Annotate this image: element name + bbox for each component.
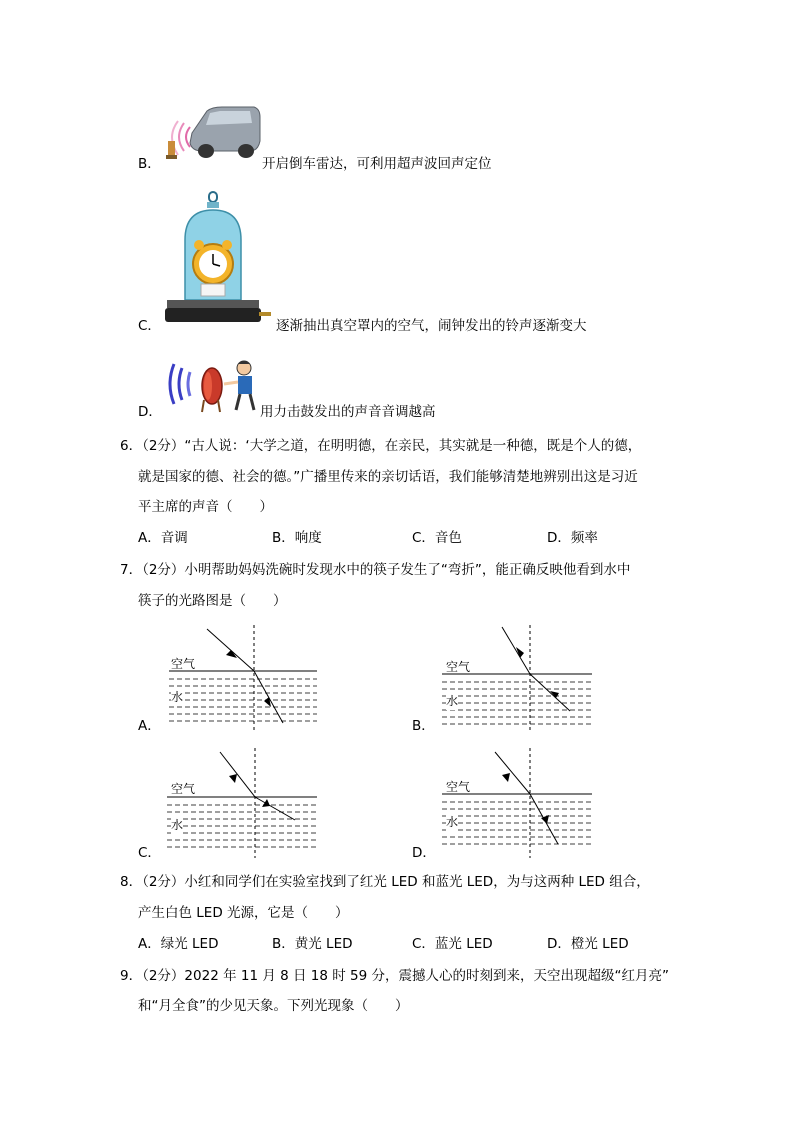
q8-option-d: D．橙光 LED — [547, 936, 629, 952]
q7-stem-line1: 7．（2分）小明帮助妈妈洗碗时发现水中的筷子发生了“弯折”，能正确反映他看到水中 — [120, 562, 631, 578]
q8-option-c: C．蓝光 LED — [412, 936, 493, 952]
option-d-letter: D． — [138, 404, 162, 420]
q6-stem-line1: 6．（2分）“古人说：‘大学之道，在明明德，在亲民，其实就是一种德，既是个人的德， — [120, 438, 642, 454]
option-c-letter: C． — [138, 318, 161, 334]
bell-jar-alarm-clock-image — [165, 190, 275, 330]
diagram-d-water-label: 水 — [446, 815, 459, 829]
diagram-d-letter: D． — [412, 845, 436, 861]
diagram-b-water-label: 水 — [446, 694, 459, 708]
q6-option-c: C．音色 — [412, 530, 462, 546]
refraction-diagram-c — [165, 748, 320, 858]
refraction-diagram-d — [440, 748, 595, 858]
q6-option-b: B．响度 — [272, 530, 322, 546]
q6-stem-line3: 平主席的声音（ ） — [138, 499, 273, 515]
diagram-d-air-label: 空气 — [446, 780, 471, 794]
option-c-text: 逐渐抽出真空罩内的空气，闹钟发出的铃声逐渐变大 — [276, 318, 587, 334]
q9-stem-line1: 9．（2分）2022 年 11 月 8 日 18 时 59 分，震撼人心的时刻到来，天空出现超级“红月亮” — [120, 968, 670, 984]
q8-option-a: A．绿光 LED — [138, 936, 219, 952]
q9-stem-line2: 和“月全食”的少见天象。下列光现象（ ） — [138, 998, 409, 1014]
q8-stem-line2: 产生白色 LED 光源，它是（ ） — [138, 905, 349, 921]
diagram-c-air-label: 空气 — [171, 782, 196, 796]
diagram-c-water-label: 水 — [171, 818, 184, 832]
q8-stem-line1: 8．（2分）小红和同学们在实验室找到了红光 LED 和蓝光 LED，为与这两种 LED 组合， — [120, 874, 650, 890]
option-b-text: 开启倒车雷达，可利用超声波回声定位 — [262, 156, 492, 172]
drum-beating-image — [162, 356, 260, 414]
diagram-c-letter: C． — [138, 845, 161, 861]
diagram-a-air-label: 空气 — [171, 657, 196, 671]
option-b-letter: B． — [138, 156, 161, 172]
q6-option-a: A．音调 — [138, 530, 188, 546]
refraction-diagram-b — [440, 625, 595, 730]
car-radar-image — [162, 103, 262, 163]
diagram-b-letter: B． — [412, 718, 435, 734]
q7-stem-line2: 筷子的光路图是（ ） — [138, 593, 287, 609]
q6-stem-line2: 就是国家的德、社会的德。”广播里传来的亲切话语，我们能够清楚地辨别出这是习近 — [138, 469, 638, 485]
diagram-b-air-label: 空气 — [446, 660, 471, 674]
diagram-a-water-label: 水 — [171, 690, 184, 704]
option-d-text: 用力击鼓发出的声音音调越高 — [260, 404, 436, 420]
diagram-a-letter: A． — [138, 718, 161, 734]
q6-option-d: D．频率 — [547, 530, 598, 546]
refraction-diagram-a — [165, 625, 320, 730]
q8-option-b: B．黄光 LED — [272, 936, 353, 952]
